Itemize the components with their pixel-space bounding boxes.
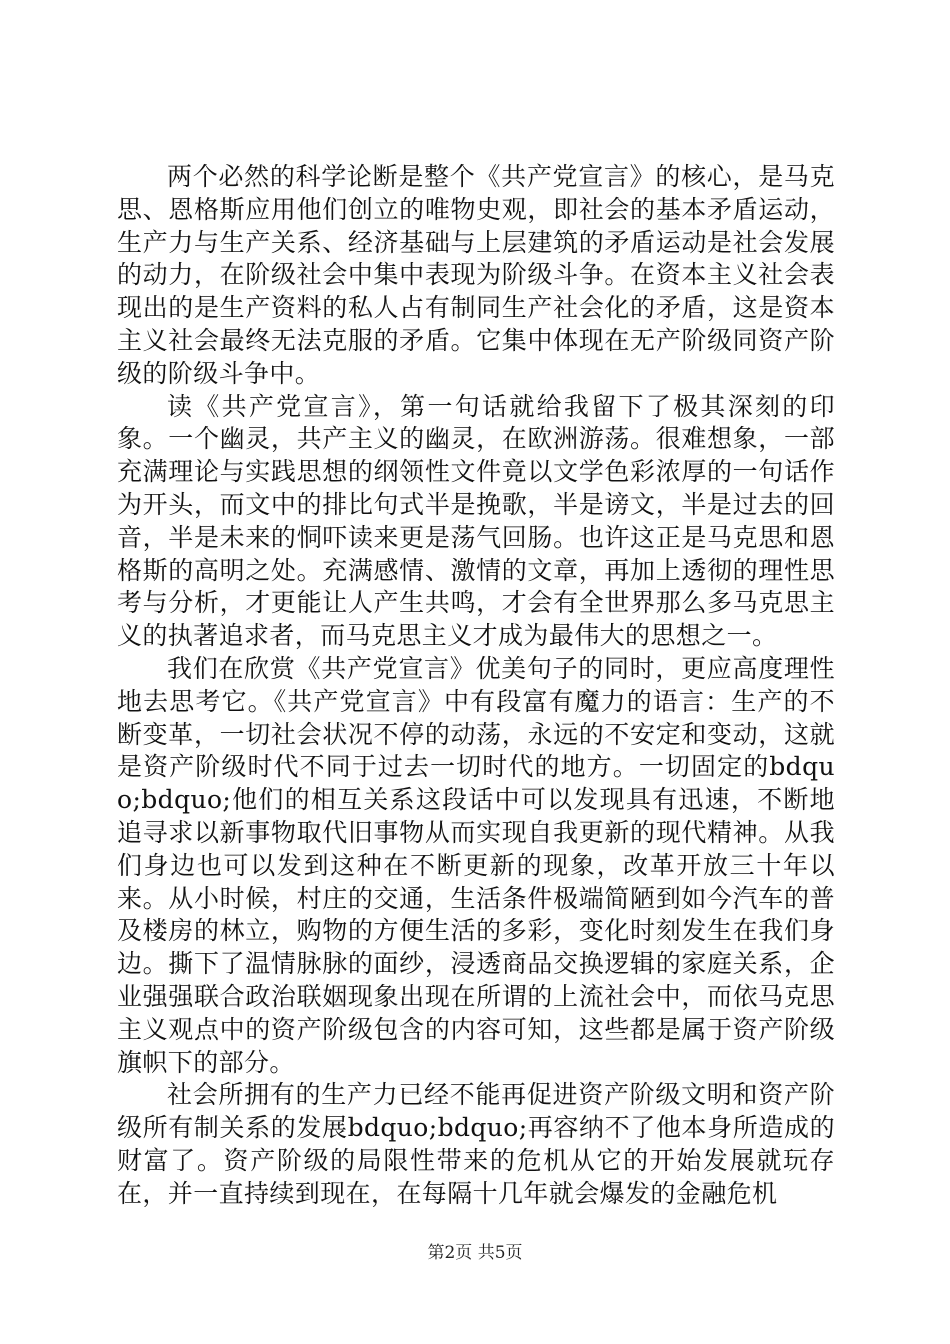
page-number: 第2页 共5页: [427, 1243, 523, 1263]
document-body: [117, 161, 835, 1211]
page-footer: [0, 1243, 950, 1263]
paragraph-1: 两个必然的科学论断是整个《共产党宣言》的核心，是马克思、恩格斯应用他们创立的唯物史观，即社会的基本矛盾运动，生产力与生产关系、经济基础与上层建筑的矛盾运动是社会发展的动力，在阶级社会中集中表现为阶级斗争。在资本主义社会表现出的是生产资料的私人占有制同生产社会化的矛盾，这是资本主义社会最终无法克服的矛盾。它集中体现在无产阶级同资产阶级的阶级斗争中。: [117, 162, 835, 388]
paragraph-2: 读《共产党宣言》，第一句话就给我留下了极其深刻的印象。一个幽灵，共产主义的幽灵，在欧洲游荡。很难想象，一部充满理论与实践思想的纲领性文件竟以文学色彩浓厚的一句话作为开头，而文中的排比句式半是挽歌，半是谤文，半是过去的回音，半是未来的恫吓读来更是荡气回肠。也许这正是马克思和恩格斯的高明之处。充满感情、激情的文章，再加上透彻的理性思考与分析，才更能让人产生共鸣，才会有全世界那么多马克思主义的执著追求者，而马克思主义才成为最伟大的思想之一。: [117, 391, 835, 651]
paragraph-4: 社会所拥有的生产力已经不能再促进资产阶级文明和资产阶级所有制关系的发展bdquo;bdquo;再容纳不了他本身所造成的财富了。资产阶级的局限性带来的危机从它的开始发展就玩存在，并一直持续到现在，在每隔十几年就会爆发的金融危机: [117, 1080, 835, 1208]
paragraph-3: 我们在欣赏《共产党宣言》优美句子的同时，更应高度理性地去思考它。《共产党宣言》中有段富有魔力的语言：生产的不断变革，一切社会状况不停的动荡，永远的不安定和变动，这就是资产阶级时代不同于过去一切时代的地方。一切固定的bdquo;bdquo;他们的相互关系这段话中可以发现具有迅速，不断地追寻求以新事物取代旧事物从而实现自我更新的现代精神。从我们身边也可以发到这种在不断更新的现象，改革开放三十年以来。从小时候，村庄的交通，生活条件极端简陋到如今汽车的普及楼房的林立，购物的方便生活的多彩，变化时刻发生在我们身边。撕下了温情脉脉的面纱，浸透商品交换逻辑的家庭关系，企业强强联合政治联姻现象出现在所谓的上流社会中，而依马克思主义观点中的资产阶级包含的内容可知，这些都是属于资产阶级旗帜下的部分。: [117, 653, 835, 1077]
